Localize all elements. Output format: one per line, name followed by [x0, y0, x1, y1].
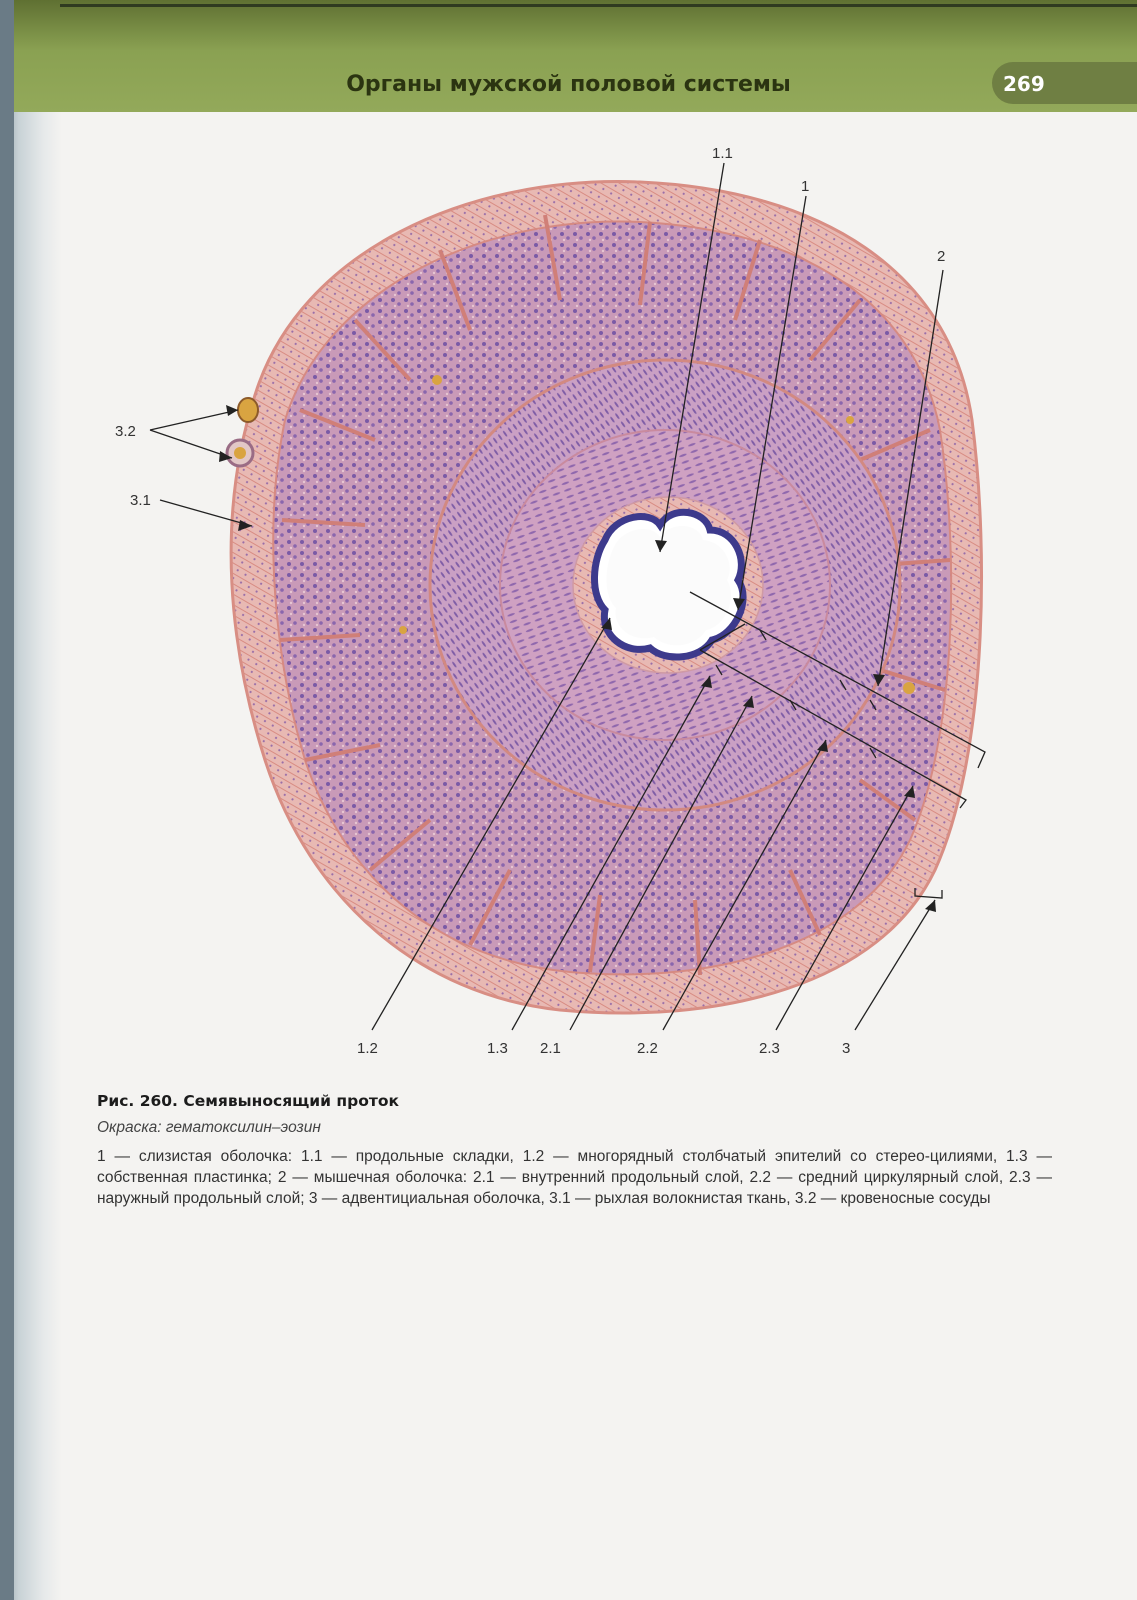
stain-method: Окраска: гематоксилин–эозин: [97, 1119, 321, 1136]
label-1-1: 1.1: [712, 145, 733, 162]
label-2-3: 2.3: [759, 1040, 780, 1057]
figure-caption: [97, 1092, 1052, 1209]
lumen: [607, 526, 732, 645]
label-1-2: 1.2: [357, 1040, 378, 1057]
page-number: 269: [1003, 72, 1045, 96]
label-2-1: 2.1: [540, 1040, 561, 1057]
label-2: 2: [937, 248, 946, 265]
label-3: 3: [842, 1040, 851, 1057]
label-3-2: 3.2: [115, 423, 136, 440]
figure-legend: 1 — слизистая оболочка: 1.1 — продольные складки, 1.2 — многорядный столбчатый эпителий со стерео-цилиями, 1.3 — собственная пластинка; 2 — мышечная оболочка: 2.1 — внутренний продольный слой, 2.2 — средний циркулярный слой, 2.3 — наружный продольный слой; 3 — адвентициальная оболочка, 3.1 — рыхлая волокнистая ткань, 3.2 — кровеносные сосуды: [97, 1148, 1052, 1207]
label-1: 1: [801, 178, 810, 195]
figure-title: Рис. 260. Семявыносящий проток: [97, 1092, 400, 1110]
label-1-3: 1.3: [487, 1040, 508, 1057]
section-title: Органы мужской половой системы: [346, 72, 791, 97]
label-2-2: 2.2: [637, 1040, 658, 1057]
label-3-1: 3.1: [130, 492, 151, 509]
